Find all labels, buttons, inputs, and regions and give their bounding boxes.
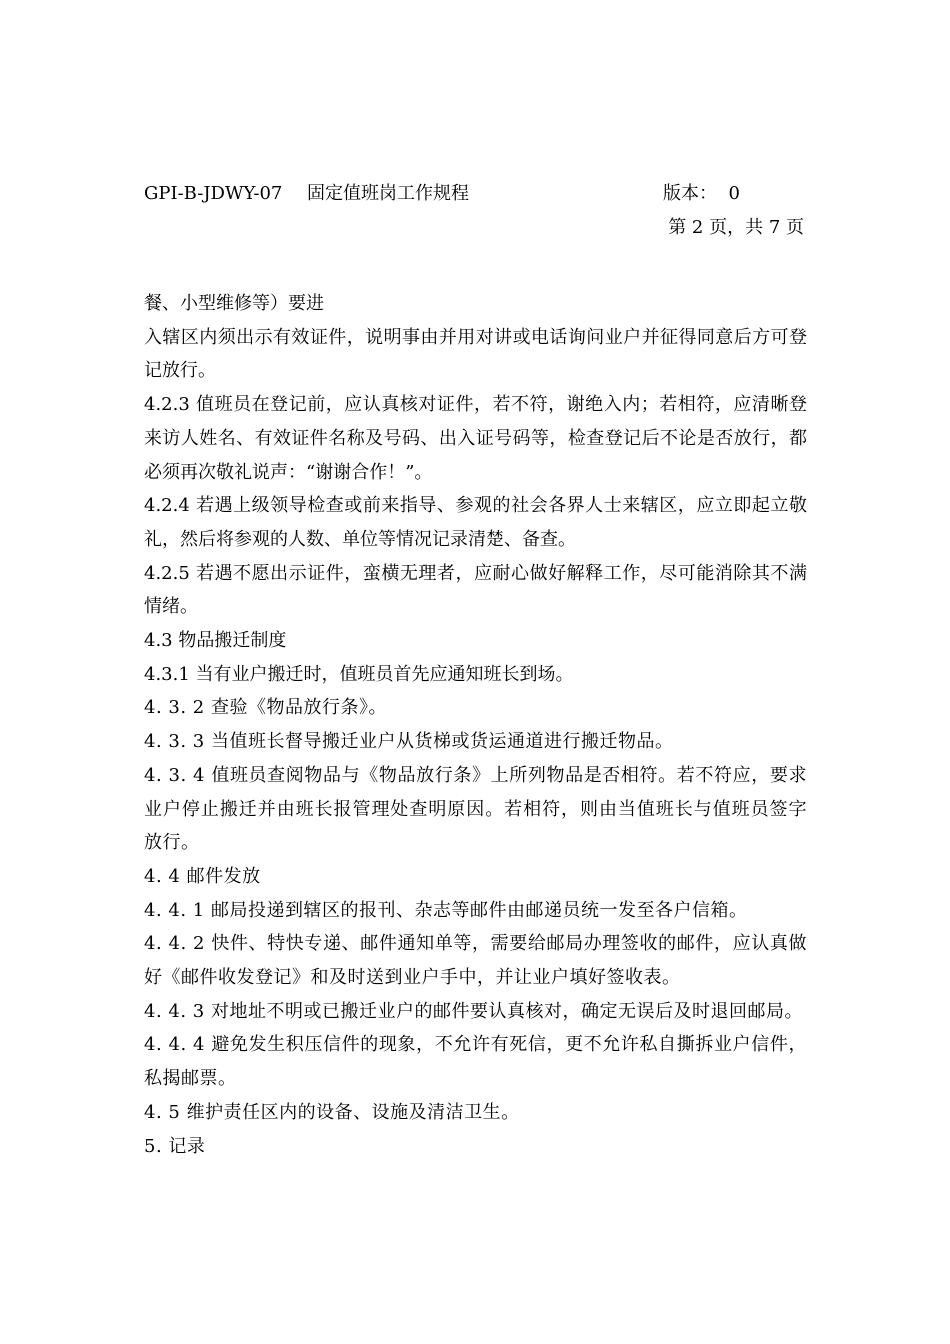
page-number: 第 2 页，共 7 页 xyxy=(668,217,804,238)
doc-code: GPI-B-JDWY-07 xyxy=(144,183,283,204)
paragraph: 4. 4. 1 邮局投递到辖区的报刊、杂志等邮件由邮递员统一发至各户信箱。 xyxy=(144,899,748,921)
paragraph: 4. 4. 2 快件、特快专递、邮件通知单等，需要给邮局办理签收的邮件，应认真做好《邮件收发登记》和及时送到业户手中，并让业户填好签收表。 xyxy=(144,933,807,989)
paragraph: 4. 4. 3 对地址不明或已搬迁业户的邮件要认真核对，确定无误后及时退回邮局。 xyxy=(144,1000,803,1022)
section-heading: 5. 记录 xyxy=(144,1135,206,1157)
section-heading: 4. 4 邮件发放 xyxy=(144,865,261,887)
doc-version: 版本： 0 xyxy=(663,183,740,204)
paragraph: 4. 3. 4 值班员查阅物品与《物品放行条》上所列物品是否相符。若不符应，要求业户停止搬迁并由班长报管理处查明原因。若相符，则由当值班长与值班员签字放行。 xyxy=(144,764,807,854)
doc-title: 固定值班岗工作规程 xyxy=(307,183,469,204)
paragraph: 4.2.4 若遇上级领导检查或前来指导、参观的社会各界人士来辖区，应立即起立敬礼，然后将参观的人数、单位等情况记录清楚、备查。 xyxy=(144,495,807,550)
paragraph: 入辖区内须出示有效证件，说明事由并用对讲或电话询问业户并征得同意后方可登记放行。 xyxy=(144,326,807,382)
paragraph: 4. 3. 2 查验《物品放行条》。 xyxy=(144,697,387,719)
paragraph: 餐、小型维修等）要进 xyxy=(144,293,324,314)
body-text xyxy=(144,287,807,1163)
paragraph: 4. 5 维护责任区内的设备、设施及清洁卫生。 xyxy=(144,1101,520,1123)
paragraph: 4.2.5 若遇不愿出示证件，蛮横无理者，应耐心做好解释工作，尽可能消除其不满情绪。 xyxy=(144,562,807,618)
paragraph: 4.3.1 当有业户搬迁时，值班员首先应通知班长到场。 xyxy=(144,663,574,685)
paragraph: 4. 3. 3 当值班长督导搬迁业户从货梯或货运通道进行搬迁物品。 xyxy=(144,731,674,753)
paragraph: 4. 4. 4 避免发生积压信件的现象，不允许有死信，更不允许私自撕拆业户信件，私揭邮票。 xyxy=(144,1034,807,1090)
section-heading: 4.3 物品搬迁制度 xyxy=(144,630,287,652)
paragraph: 4.2.3 值班员在登记前，应认真核对证件，若不符，谢绝入内；若相符，应清晰登来访人姓名、有效证件名称及号码、出入证号码等，检查登记后不论是否放行，都必须再次敬礼说声：“谢谢合作！”。 xyxy=(144,394,807,483)
